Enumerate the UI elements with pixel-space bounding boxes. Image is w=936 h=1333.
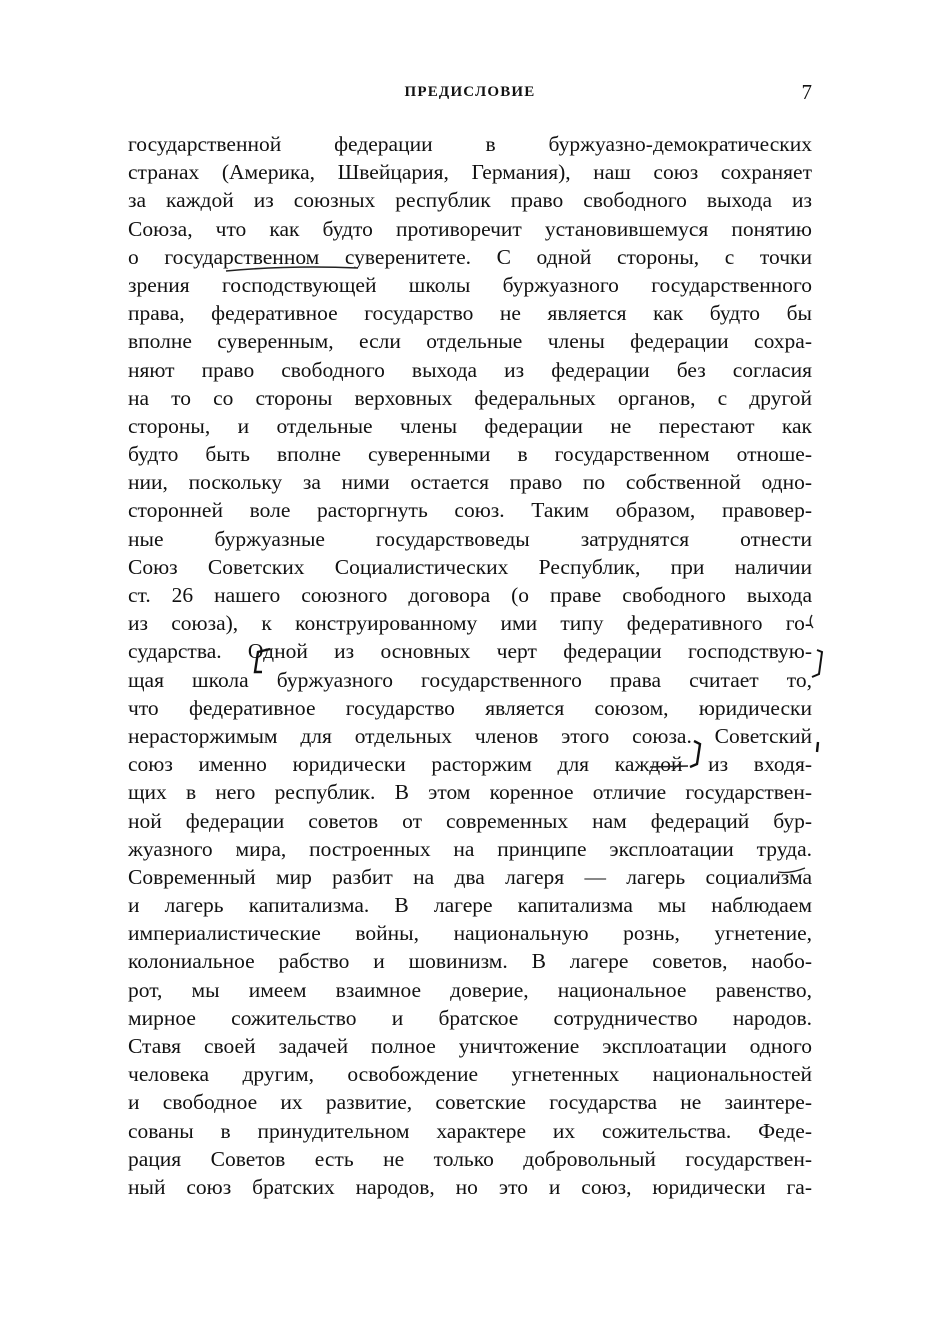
text-line: человека другим, освобождение угнетенных национальностей (128, 1062, 812, 1087)
text-line: колониальное рабство и шовинизм. В лагере советов, наобо- (128, 949, 812, 974)
text-line: сторонней воле расторгнуть союз. Таким образом, правовер- (128, 498, 812, 523)
text-line: ной федерации советов от современных нам федераций бур- (128, 808, 812, 833)
page-number: 7 (801, 80, 812, 104)
text-line: ные буржуазные государствоведы затруднятся отнести (128, 526, 812, 551)
text-line: государственной федерации в буржуазно-демократических (128, 132, 812, 156)
text-line: и свободное их развитие, советские государства не заинтере- (128, 1090, 812, 1115)
text-line: Современный мир разбит на два лагеря — лагерь социализма (128, 864, 812, 889)
text-line: мирное сожительство и братское сотрудничество народов. (128, 1005, 812, 1030)
text-line: сударства. Одной из основных черт федерации господствую- (128, 639, 812, 664)
text-line: о государственном суверенитете. С одной стороны, с точки (128, 244, 812, 269)
text-line: вполне суверенным, если отдельные члены федерации сохра- (128, 329, 812, 354)
text-line: щих в него республик. В этом коренное отличие государствен- (128, 780, 812, 805)
text-line: на то со стороны верховных федеральных органов, с другой (128, 385, 812, 410)
text-line: зрения господствующей школы буржуазного государственного (128, 272, 812, 297)
text-line: за каждой из союзных республик право свободного выхода из (128, 188, 812, 213)
text-line: из союза), к конструированному ими типу федеративного го- (128, 611, 812, 636)
text-line: стороны, и отдельные члены федерации не перестают как (128, 413, 812, 438)
text-line: и лагерь капитализма. В лагере капитализма мы наблюдаем (128, 893, 812, 918)
pencil-tick-mark (817, 742, 818, 752)
text-line: Ставя своей задачей полное уничтожение эксплоатации одного (128, 1034, 812, 1058)
text-line: будто быть вполне суверенными в государственном отноше- (128, 442, 812, 467)
text-line: странах (Америка, Швейцария, Германия), наш союз сохраняет (128, 160, 812, 185)
text-line: Союза, что как будто противоречит установившемуся понятию (128, 216, 812, 241)
text-line: империалистические войны, национальную рознь, угнетение, (128, 921, 812, 946)
text-line: союз именно юридически расторжим для каждой из входя- (128, 752, 812, 777)
text-line: щая школа буржуазного государственного права считает то, (128, 667, 812, 692)
text-line: права, федеративное государство не является как будто бы (128, 301, 812, 326)
text-line: рация Советов есть не только добровольный государствен- (128, 1146, 812, 1171)
text-line: сованы в принудительном характере их сожительства. Феде- (128, 1118, 812, 1143)
text-line: ст. 26 нашего союзного договора (о праве свободного выхода (128, 583, 812, 607)
text-line: рот, мы имеем взаимное доверие, национальное равенство, (128, 977, 812, 1002)
text-line: ный союз братских народов, но это и союз, юридически га- (128, 1174, 812, 1199)
text-line: жуазного мира, построенных на принципе эксплоатации труда. (128, 836, 812, 861)
running-title: ПРЕДИСЛОВИЕ (404, 84, 536, 100)
text-line: нии, поскольку за ними остается право по собственной одно- (128, 470, 812, 495)
running-head (128, 80, 812, 108)
text-line: Союз Советских Социалистических Республик, при наличии (128, 554, 812, 579)
text-line: няют право свободного выхода из федерации без согласия (128, 357, 812, 382)
pencil-bracket-mark (812, 650, 822, 677)
body-text (128, 130, 812, 1201)
text-line: нерасторжимым для отдельных членов этого союза. Советский (128, 723, 812, 748)
text-line: что федеративное государство является союзом, юридически (128, 695, 812, 720)
